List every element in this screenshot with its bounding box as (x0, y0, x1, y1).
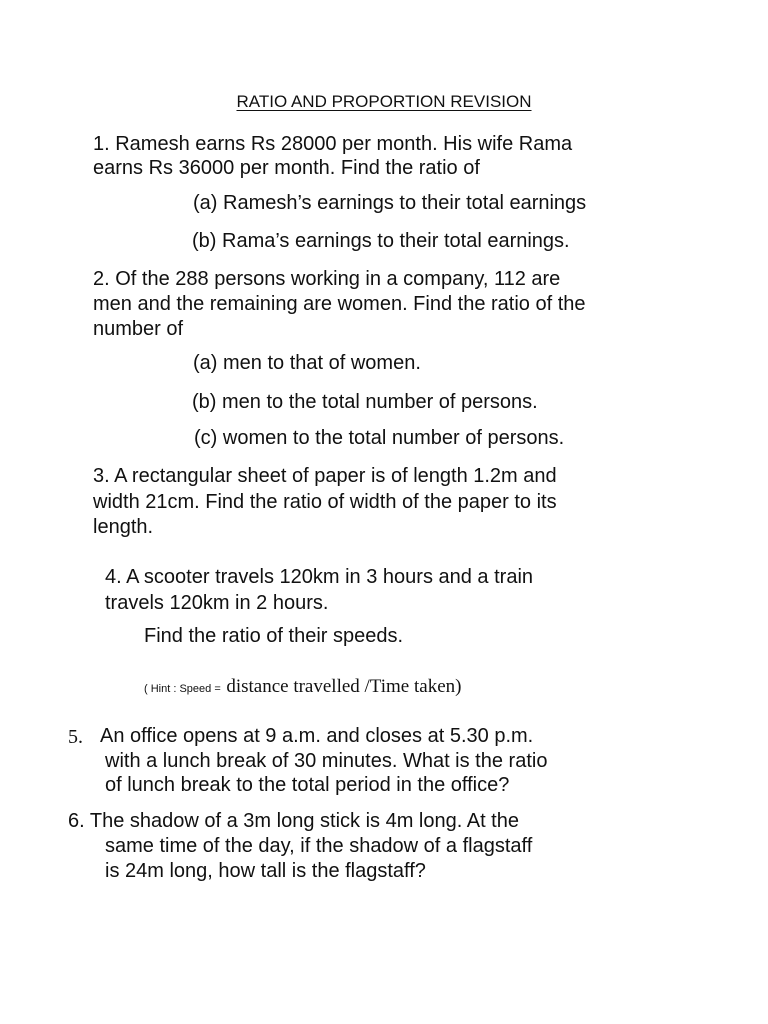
question-2-line-1: 2. Of the 288 persons working in a company, 112 are (93, 268, 561, 290)
question-4-line-2: travels 120km in 2 hours. (105, 592, 329, 614)
question-6-line-1: 6. The shadow of a 3m long stick is 4m long. At the (68, 810, 519, 832)
question-1-part-a: (a) Ramesh’s earnings to their total earnings (193, 192, 587, 214)
question-1-part-b: (b) Rama’s earnings to their total earnings. (192, 230, 570, 252)
question-1-line-2: earns Rs 36000 per month. Find the ratio of (93, 157, 480, 179)
question-5-line-3: of lunch break to the total period in the office? (105, 774, 510, 796)
question-5-line-1: An office opens at 9 a.m. and closes at 5.30 p.m. (100, 725, 534, 747)
question-2-line-2: men and the remaining are women. Find the ratio of the (93, 293, 586, 315)
question-4-line-1: 4. A scooter travels 120km in 3 hours and a train (105, 566, 534, 588)
question-5-number: 5. (68, 726, 83, 748)
page-title: RATIO AND PROPORTION REVISION (236, 92, 532, 111)
question-6-line-2: same time of the day, if the shadow of a flagstaff (105, 835, 533, 857)
question-3-line-1: 3. A rectangular sheet of paper is of length 1.2m and (93, 465, 557, 487)
question-2-part-b: (b) men to the total number of persons. (192, 391, 538, 413)
question-1-line-1: 1. Ramesh earns Rs 28000 per month. His wife Rama (93, 133, 573, 155)
question-2-part-c: (c) women to the total number of persons. (194, 427, 565, 449)
question-3-line-2: width 21cm. Find the ratio of width of the paper to its (93, 491, 557, 513)
speed-hint-prefix: ( Hint : Speed = (144, 683, 221, 695)
question-5-line-2: with a lunch break of 30 minutes. What is the ratio (105, 750, 548, 772)
question-2-line-3: number of (93, 318, 184, 340)
question-2-part-a: (a) men to that of women. (193, 352, 421, 374)
question-6-line-3: is 24m long, how tall is the flagstaff? (105, 860, 426, 882)
speed-hint-formula: distance travelled /Time taken) (226, 676, 462, 697)
question-3-line-3: length. (93, 516, 154, 538)
speed-hint (144, 674, 461, 701)
question-4-line-3: Find the ratio of their speeds. (144, 625, 404, 647)
